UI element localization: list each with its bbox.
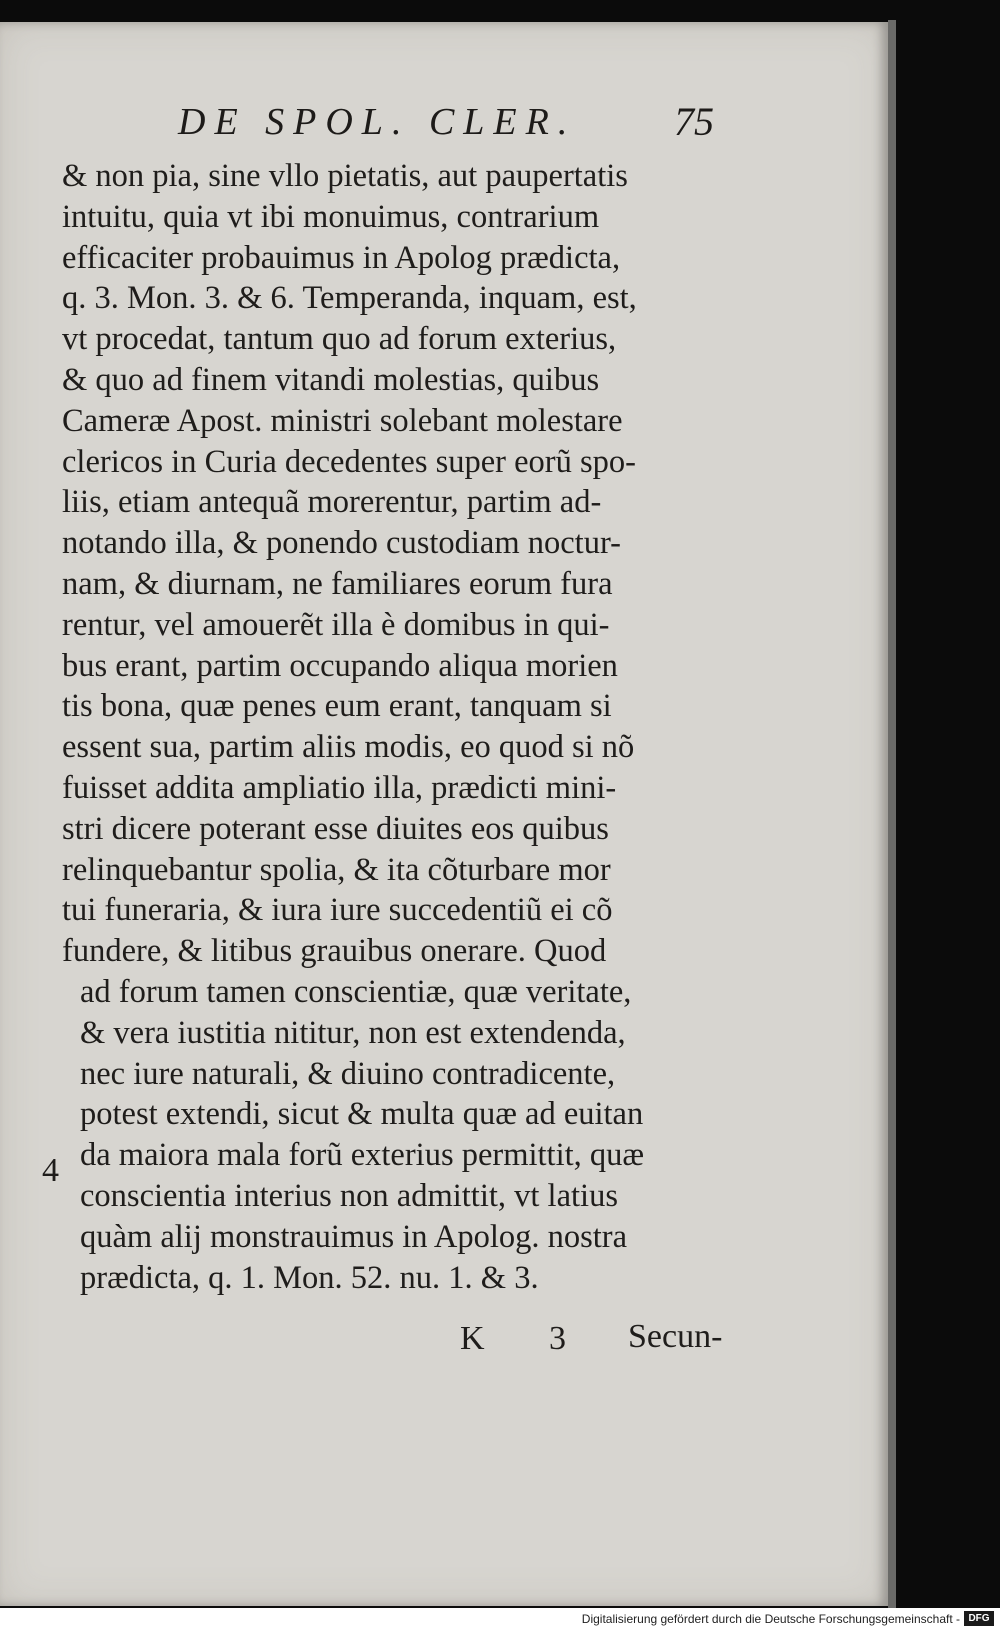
- text-line: clericos in Curia decedentes super eorũ spo-: [62, 443, 636, 480]
- text-line: bus erant, partim occupando aliqua morien: [62, 647, 618, 684]
- signature-mark: K 3: [460, 1320, 595, 1357]
- text-line: intuitu, quia vt ibi monuimus, contrarium: [62, 198, 600, 235]
- text-line: & vera iustitia nititur, non est extendenda,: [80, 1014, 626, 1051]
- text-line: efficaciter probauimus in Apolog prædicta,: [62, 239, 621, 276]
- body-text: [62, 156, 742, 1298]
- text-line: fundere, & litibus grauibus onerare. Quod: [62, 933, 607, 970]
- page-number: 75: [674, 99, 714, 144]
- catchword: Secun-: [628, 1318, 723, 1355]
- running-title: DE SPOL. CLER.: [178, 101, 577, 143]
- text-line: stri dicere poterant esse diuites eos quibus: [62, 810, 609, 847]
- text-line: prædicta, q. 1. Mon. 52. nu. 1. & 3.: [80, 1259, 539, 1296]
- text-line: liis, etiam antequã morerentur, partim ad-: [62, 484, 602, 521]
- text-line: rentur, vel amouerẽt illa è domibus in qui-: [62, 606, 610, 643]
- margin-note-number: 4: [42, 1152, 59, 1189]
- text-line: notando illa, & ponendo custodiam noctur-: [62, 525, 621, 562]
- text-line: nec iure naturali, & diuino contradicente,: [80, 1055, 616, 1092]
- page-edge: [888, 20, 896, 1610]
- text-line: nam, & diurnam, ne familiares eorum fura: [62, 565, 613, 602]
- text-line: relinquebantur spolia, & ita cõturbare mor: [62, 851, 611, 888]
- text-line: Cameræ Apost. ministri solebant molestare: [62, 402, 623, 439]
- text-line: ad forum tamen conscientiæ, quæ veritate,: [80, 973, 632, 1010]
- text-line: quàm alij monstrauimus in Apolog. nostra: [80, 1218, 628, 1255]
- text-line: conscientia interius non admittit, vt latius: [80, 1177, 618, 1214]
- text-line: da maiora mala forũ exterius permittit, quæ: [80, 1137, 645, 1174]
- text-line: potest extendi, sicut & multa quæ ad euitan: [80, 1096, 644, 1133]
- text-line: q. 3. Mon. 3. & 6. Temperanda, inquam, est,: [62, 280, 637, 317]
- text-line: & non pia, sine vllo pietatis, aut paupertatis: [62, 158, 628, 194]
- text-line: fuisset addita ampliatio illa, prædicti mini-: [62, 769, 617, 806]
- text-line: tui funeraria, & iura iure succedentiũ ei cõ: [62, 892, 613, 929]
- digitization-credit: Digitalisierung gefördert durch die Deutsche Forschungsgemeinschaft -: [581, 1612, 960, 1626]
- text-line: tis bona, quæ penes eum erant, tanquam si: [62, 688, 612, 725]
- text-line: & quo ad finem vitandi molestias, quibus: [62, 361, 600, 398]
- dfg-logo: DFG: [964, 1611, 994, 1626]
- text-line: essent sua, partim aliis modis, eo quod si nõ: [62, 729, 635, 766]
- text-line: vt procedat, tantum quo ad forum exterius,: [62, 321, 617, 358]
